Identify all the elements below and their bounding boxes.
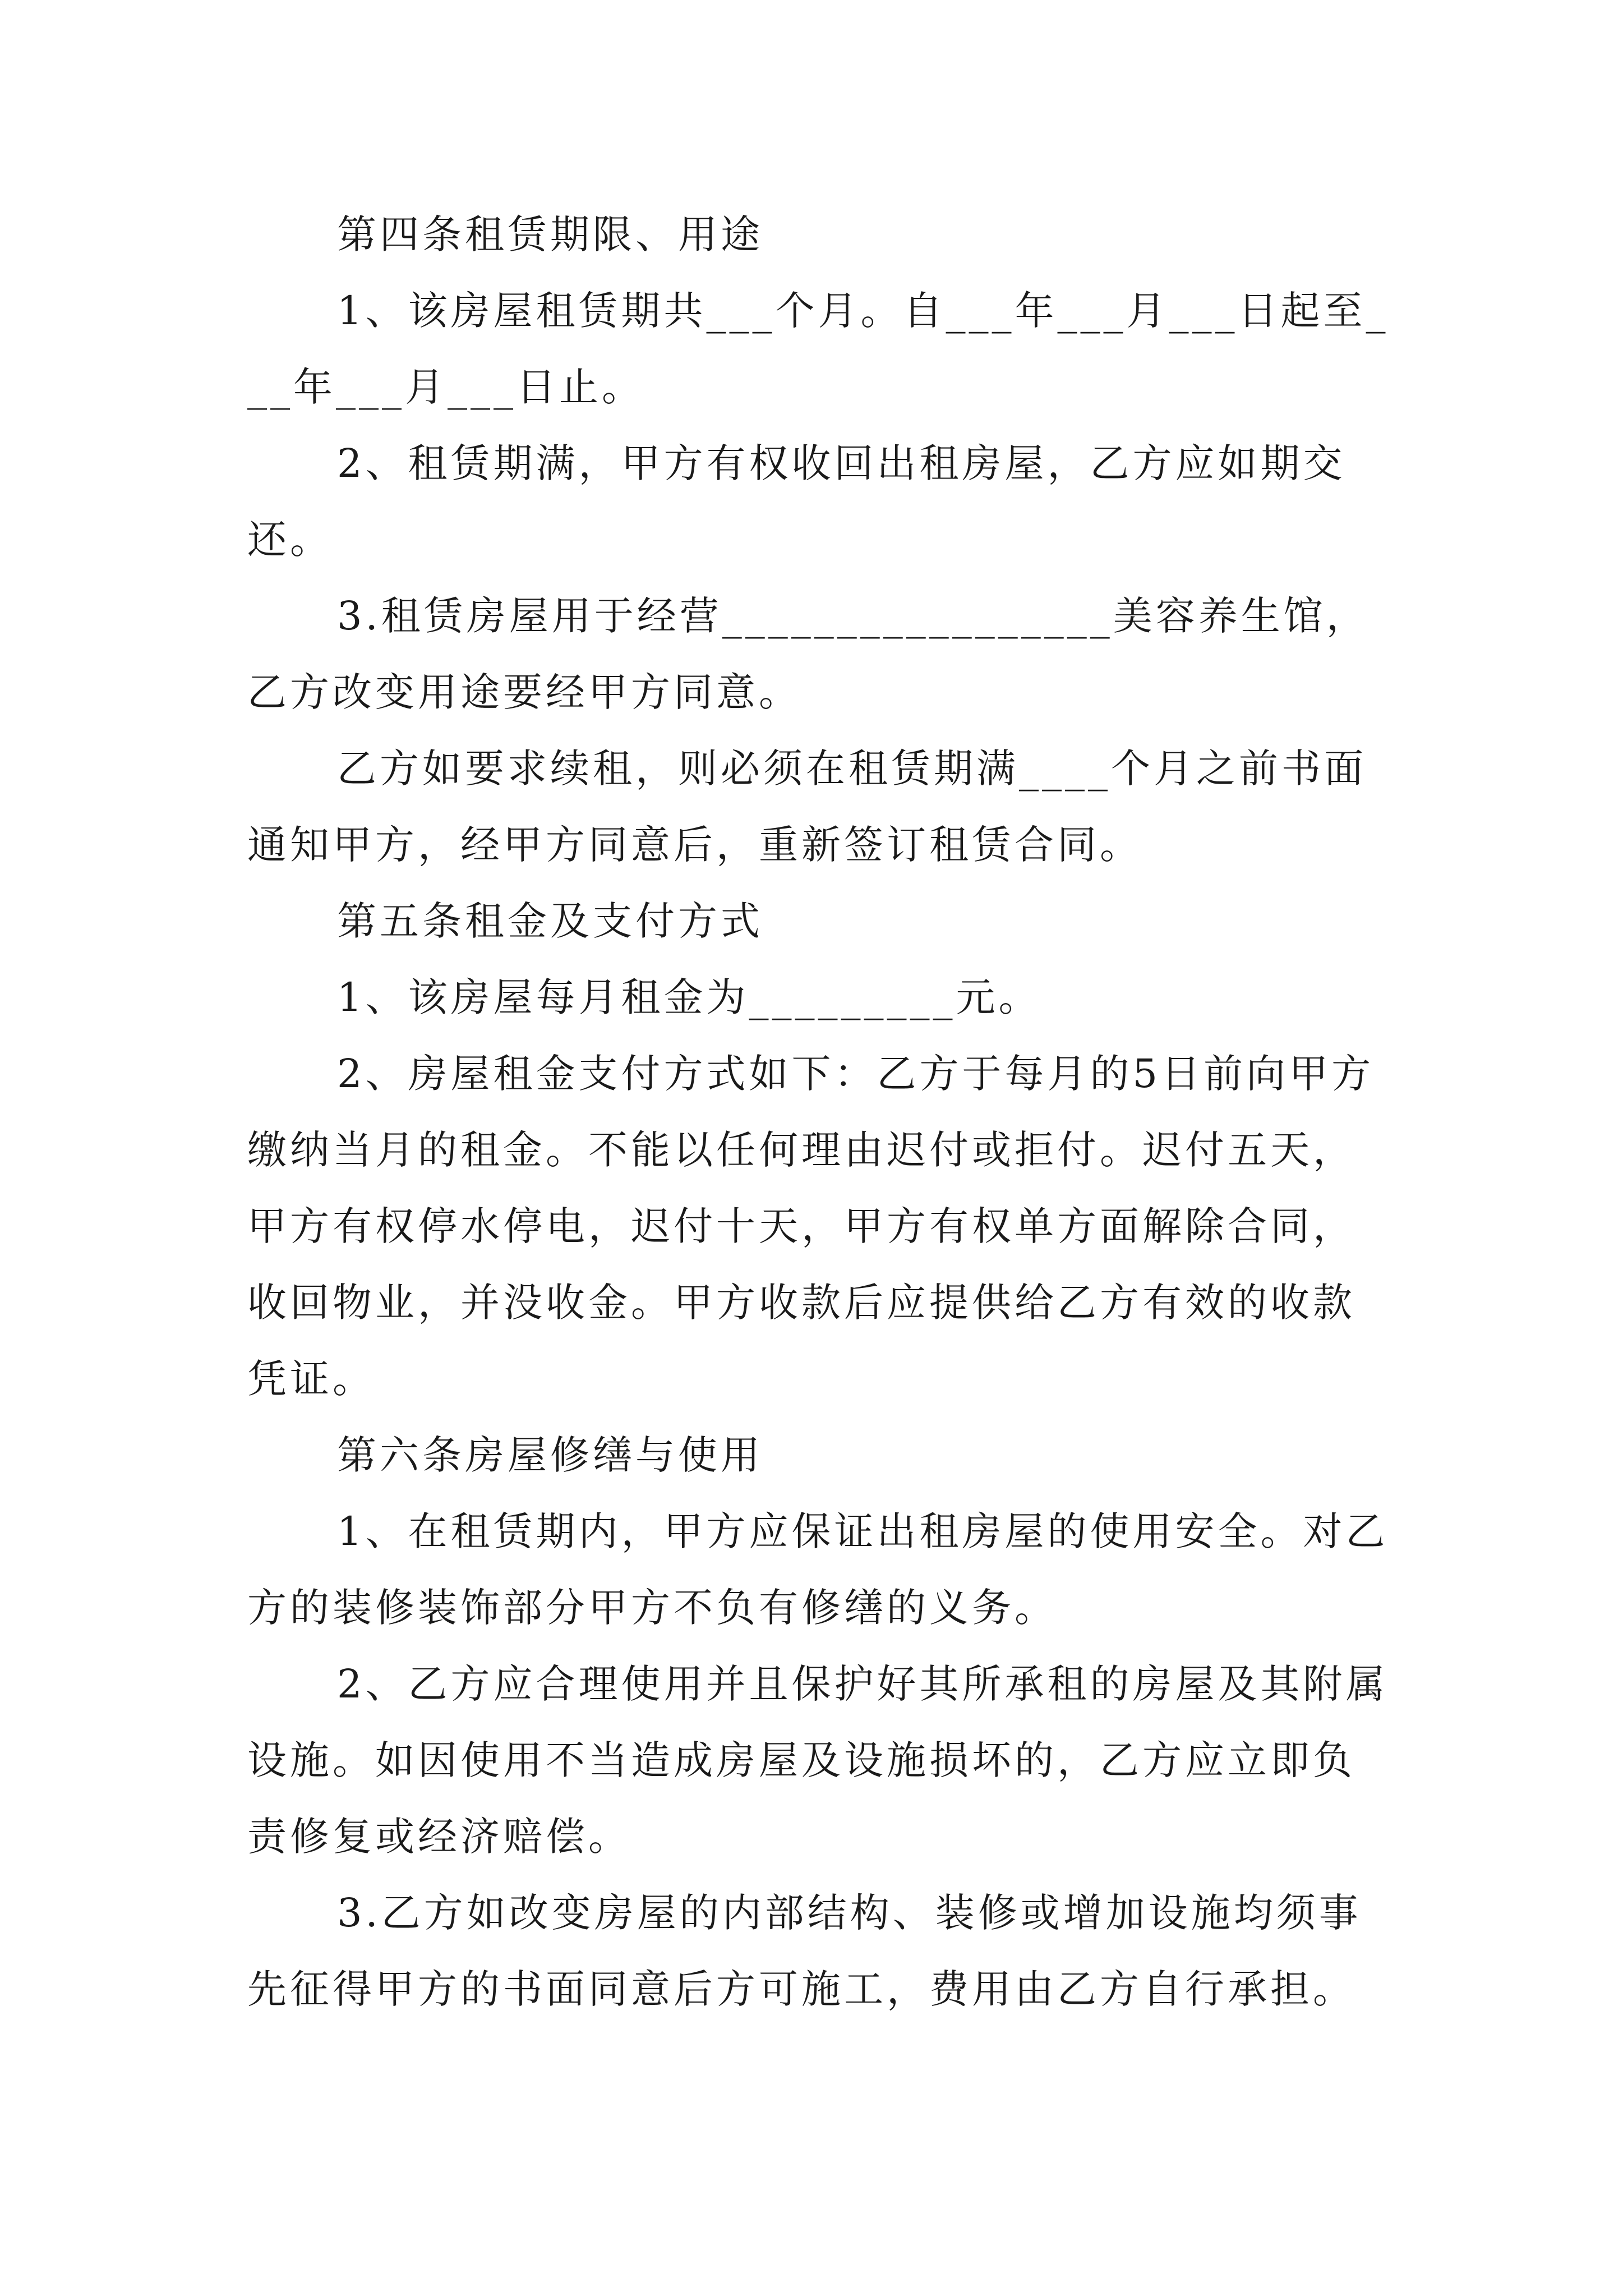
paragraph: 乙方如要求续租，则必须在租赁期满____个月之前书面通知甲方，经甲方同意后，重新签订租赁合同。	[247, 746, 1367, 868]
paragraph: 2、房屋租金支付方式如下：乙方于每月的5日前向甲方缴纳当月的租金。不能以任何理由迟付或拒付。迟付五天，甲方有权停水停电，迟付十天，甲方有权单方面解除合同，收回物业，并没收金。甲方收款后应提供给乙方有效的收款凭证。	[247, 1051, 1375, 1402]
paragraph: 1、该房屋每月租金为_________元。	[337, 974, 1041, 1020]
paragraph: 3.乙方如改变房屋的内部结构、装修或增加设施均须事先征得甲方的书面同意后方可施工，费用由乙方自行承担。	[247, 1890, 1362, 2012]
paragraph: 3.租赁房屋用于经营_________________美容养生馆，乙方改变用途要经甲方同意。	[247, 593, 1369, 715]
section-heading-4: 第四条租赁期限、用途	[337, 211, 763, 257]
paragraph: 2、租赁期满，甲方有权收回出租房屋，乙方应如期交还。	[247, 440, 1346, 563]
paragraph: 1、该房屋租赁期共___个月。自___年___月___日起至___年___月___日止。	[247, 288, 1389, 410]
document-body	[247, 196, 1391, 2027]
paragraph: 1、在租赁期内，甲方应保证出租房屋的使用安全。对乙方的装修装饰部分甲方不负有修缮的义务。	[247, 1508, 1389, 1631]
section-heading-6: 第六条房屋修缮与使用	[337, 1432, 763, 1478]
paragraph: 2、乙方应合理使用并且保护好其所承租的房屋及其附属设施。如因使用不当造成房屋及设施损坏的，乙方应立即负责修复或经济赔偿。	[247, 1661, 1389, 1860]
section-heading-5: 第五条租金及支付方式	[337, 898, 763, 944]
